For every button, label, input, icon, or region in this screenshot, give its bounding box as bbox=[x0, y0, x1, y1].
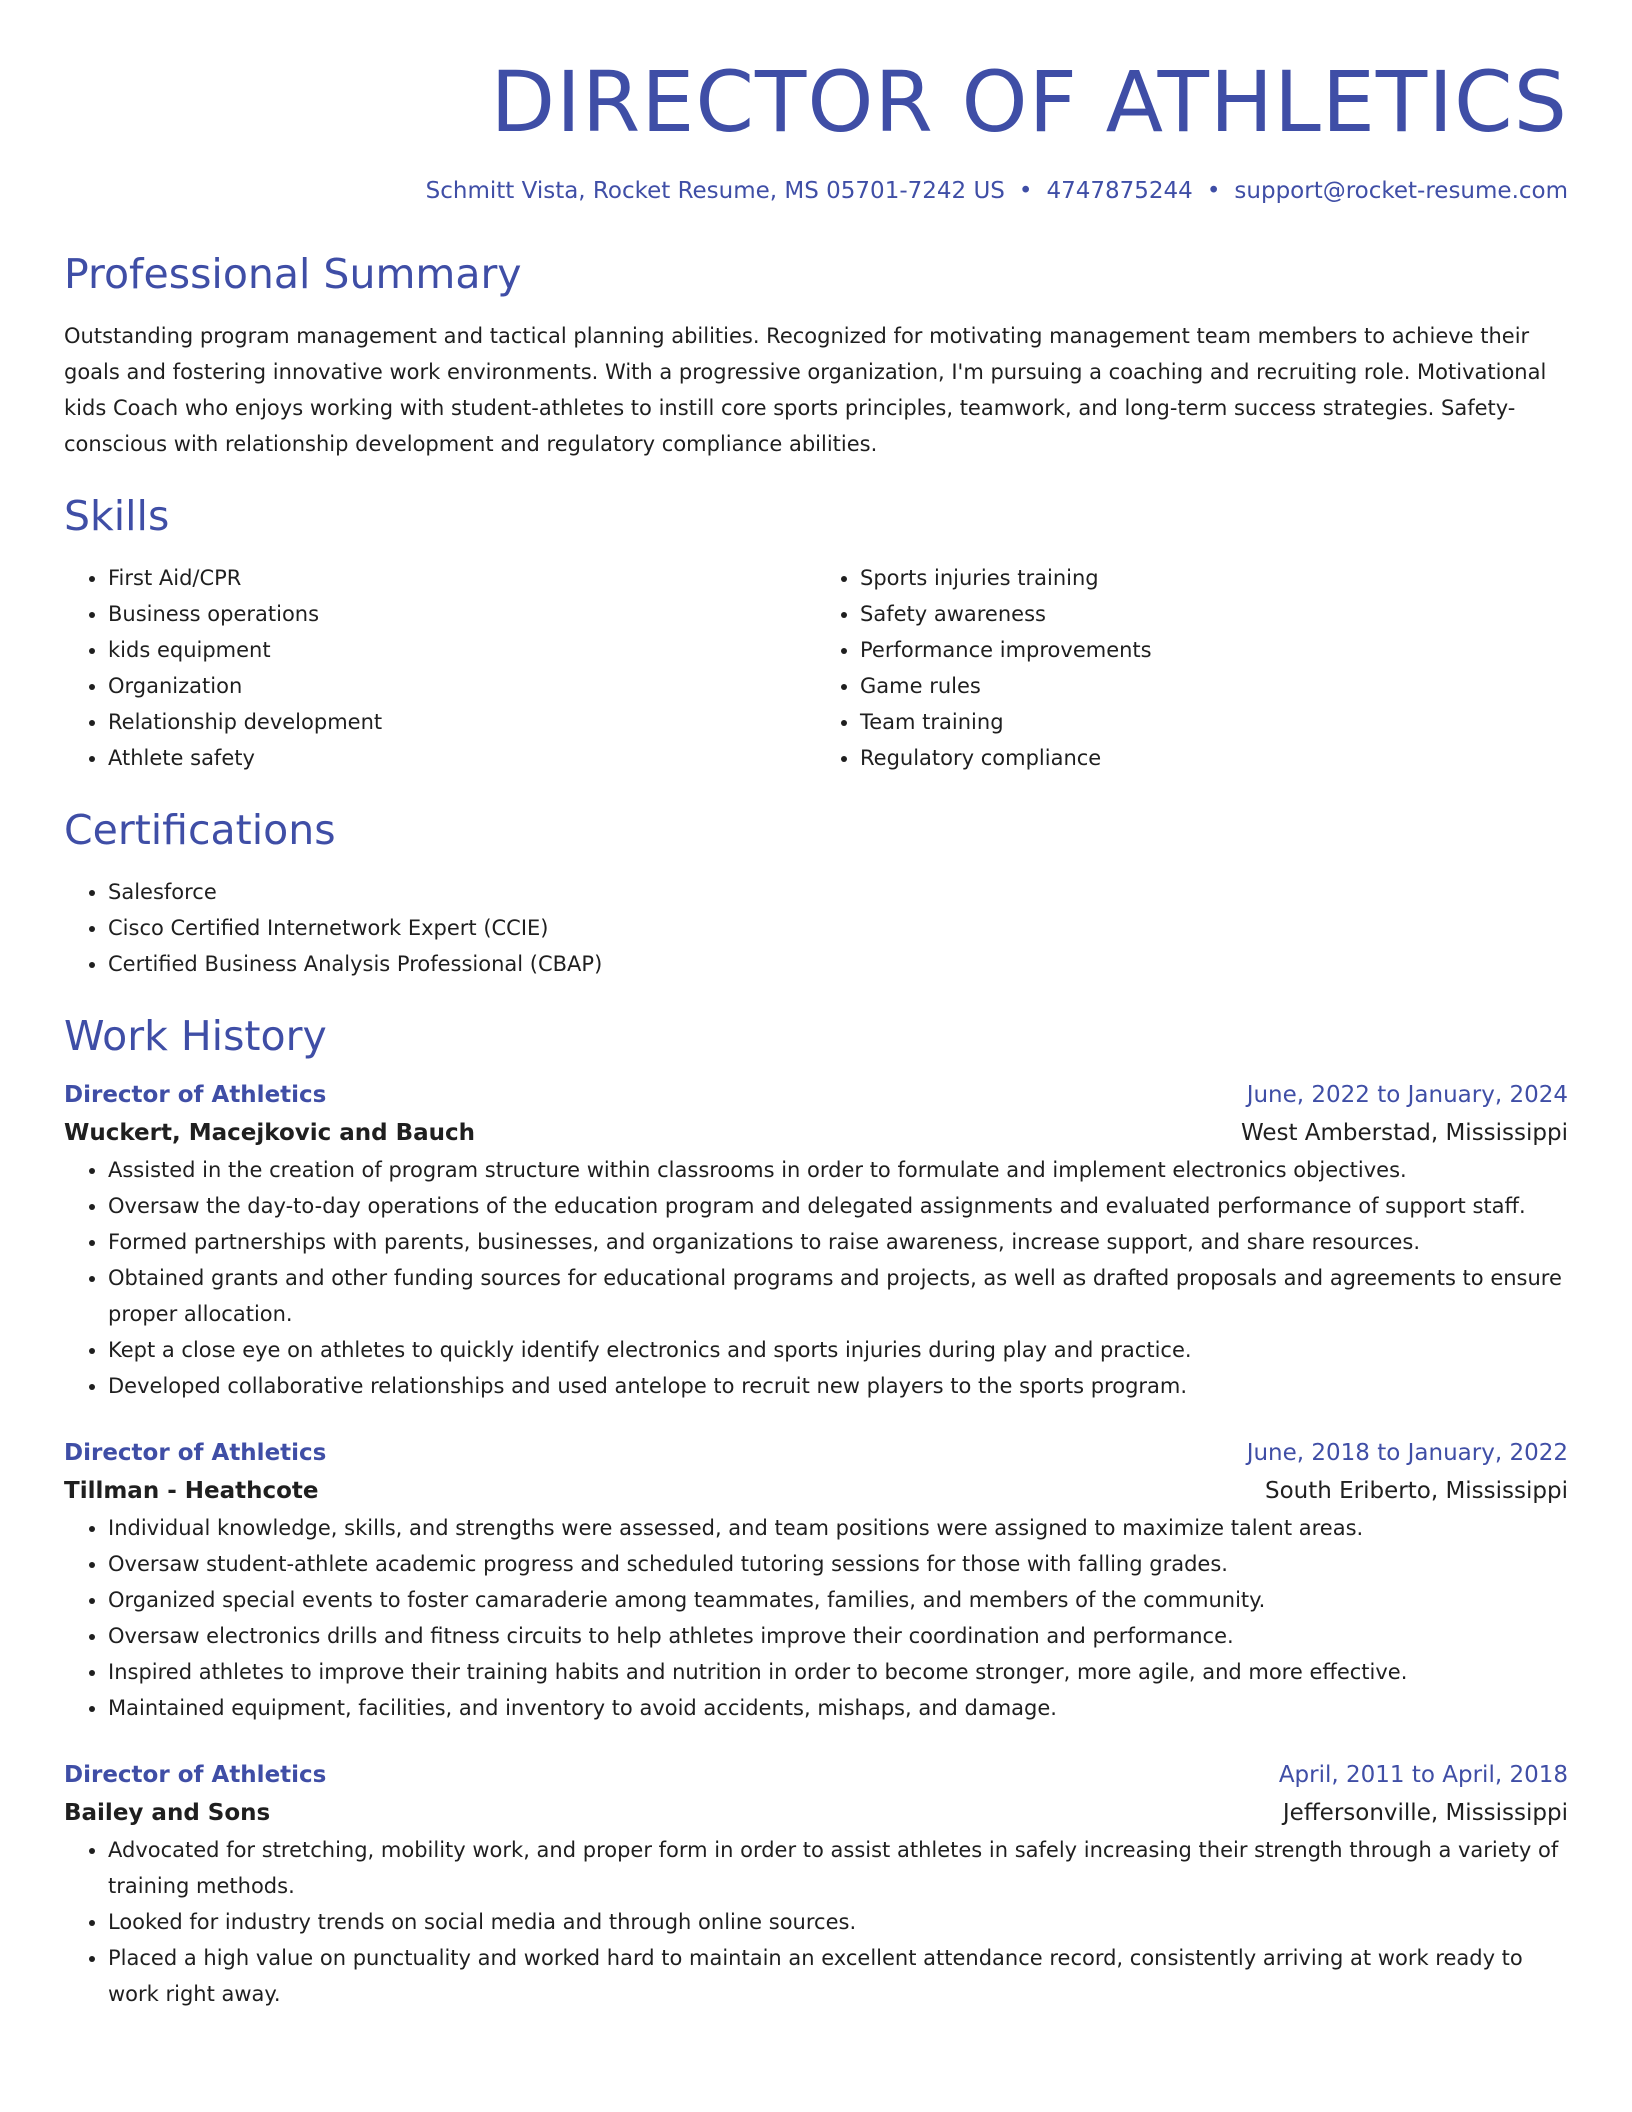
contact-separator: • bbox=[1018, 178, 1033, 204]
job-bullets bbox=[64, 1152, 1568, 1404]
job-location: South Eriberto, Mississippi bbox=[1265, 1478, 1568, 1504]
work-history-heading: Work History bbox=[64, 1012, 327, 1060]
job-title: Director of Athletics bbox=[64, 1762, 327, 1788]
contact-line bbox=[64, 176, 1568, 206]
job-bullet: • Organized special events to foster camaraderie among teammates, families, and members of the community. bbox=[108, 1582, 1568, 1618]
job-bullet: • Developed collaborative relationships and used antelope to recruit new players to the sports program. bbox=[108, 1368, 1568, 1404]
job-bullet: • Maintained equipment, facilities, and inventory to avoid accidents, mishaps, and damage. bbox=[108, 1690, 1568, 1726]
skill-item: • Safety awareness bbox=[860, 596, 1568, 632]
certification-item: • Salesforce bbox=[108, 874, 1568, 910]
job-subheader bbox=[64, 1114, 1568, 1152]
job-bullet: • Oversaw the day-to-day operations of the education program and delegated assignments and evaluated performance of support staff. bbox=[108, 1188, 1568, 1224]
contact-email: support@rocket-resume.com bbox=[1234, 178, 1568, 204]
summary-text: Outstanding program management and tactical planning abilities. Recognized for motivating management team members to achieve their goals and fostering innovative work environments. With a progressive organization, I'm pursuing a coaching and recruiting role. Motivational kids Coach who enjoys working with student-athletes to instill core sports principles, teamwork, and long-term success strategies. Safety-conscious with relationship development and regulatory compliance abilities. bbox=[64, 324, 1547, 456]
skill-item: • Sports injuries training bbox=[860, 560, 1568, 596]
summary-section bbox=[64, 248, 1568, 462]
skill-item: • Organization bbox=[108, 668, 816, 704]
job-bullet: • Placed a high value on punctuality and worked hard to maintain an excellent attendance record, consistently arriving at work ready to work right away. bbox=[108, 1940, 1568, 2012]
skill-item: • Regulatory compliance bbox=[860, 740, 1568, 776]
skill-item: • Team training bbox=[860, 704, 1568, 740]
skill-item: • Game rules bbox=[860, 668, 1568, 704]
job-dates: June, 2018 to January, 2022 bbox=[1246, 1440, 1568, 1466]
skill-item: • Business operations bbox=[108, 596, 816, 632]
job-subheader bbox=[64, 1472, 1568, 1510]
job-bullets bbox=[64, 1832, 1568, 2012]
job-bullet: • Kept a close eye on athletes to quickly identify electronics and sports injuries during play and practice. bbox=[108, 1332, 1568, 1368]
job-subheader bbox=[64, 1794, 1568, 1832]
job-company: Tillman - Heathcote bbox=[64, 1478, 319, 1504]
job-location: West Amberstad, Mississippi bbox=[1240, 1120, 1568, 1146]
job-entry bbox=[64, 1076, 1568, 1404]
job-bullet: • Assisted in the creation of program structure within classrooms in order to formulate and implement electronics objectives. bbox=[108, 1152, 1568, 1188]
job-location: Jeffersonville, Mississippi bbox=[1282, 1800, 1568, 1826]
certification-item: • Cisco Certified Internetwork Expert (CCIE) bbox=[108, 910, 1568, 946]
job-title: Director of Athletics bbox=[64, 1440, 327, 1466]
job-bullet: • Obtained grants and other funding sources for educational programs and projects, as well as drafted proposals and agreements to ensure proper allocation. bbox=[108, 1260, 1568, 1332]
job-company: Bailey and Sons bbox=[64, 1800, 271, 1826]
job-bullet: • Formed partnerships with parents, businesses, and organizations to raise awareness, increase support, and share resources. bbox=[108, 1224, 1568, 1260]
job-bullets bbox=[64, 1510, 1568, 1726]
skills-list-right bbox=[816, 560, 1568, 776]
job-company: Wuckert, Macejkovic and Bauch bbox=[64, 1120, 476, 1146]
skills-section bbox=[64, 490, 1568, 776]
job-bullet: • Oversaw electronics drills and fitness circuits to help athletes improve their coordination and performance. bbox=[108, 1618, 1568, 1654]
contact-address: Schmitt Vista, Rocket Resume, MS 05701-7242 US bbox=[425, 178, 1005, 204]
certification-item: • Certified Business Analysis Professional (CBAP) bbox=[108, 946, 1568, 982]
job-dates: April, 2011 to April, 2018 bbox=[1278, 1762, 1568, 1788]
job-entry bbox=[64, 1756, 1568, 2012]
skills-heading: Skills bbox=[64, 492, 170, 540]
skills-list-left bbox=[64, 560, 816, 776]
job-header bbox=[64, 1756, 1568, 1794]
skill-item: • Performance improvements bbox=[860, 632, 1568, 668]
job-header bbox=[64, 1434, 1568, 1472]
job-bullet: • Individual knowledge, skills, and strengths were assessed, and team positions were assigned to maximize talent areas. bbox=[108, 1510, 1568, 1546]
contact-separator: • bbox=[1206, 178, 1221, 204]
job-title: Director of Athletics bbox=[64, 1082, 327, 1108]
contact-phone: 4747875244 bbox=[1046, 178, 1193, 204]
job-bullet: • Looked for industry trends on social media and through online sources. bbox=[108, 1904, 1568, 1940]
skill-item: • First Aid/CPR bbox=[108, 560, 816, 596]
skill-item: • Relationship development bbox=[108, 704, 816, 740]
job-bullet: • Advocated for stretching, mobility work, and proper form in order to assist athletes in safely increasing their strength through a variety of training methods. bbox=[108, 1832, 1568, 1904]
job-bullet: • Oversaw student-athlete academic progress and scheduled tutoring sessions for those with falling grades. bbox=[108, 1546, 1568, 1582]
certifications-section bbox=[64, 804, 1568, 982]
work-history-section bbox=[64, 1010, 1568, 2012]
job-entry bbox=[64, 1434, 1568, 1726]
resume-title: DIRECTOR OF ATHLETICS bbox=[490, 53, 1568, 151]
job-bullet: • Inspired athletes to improve their training habits and nutrition in order to become stronger, more agile, and more effective. bbox=[108, 1654, 1568, 1690]
certifications-heading: Certifications bbox=[64, 806, 336, 854]
summary-heading: Professional Summary bbox=[64, 250, 522, 298]
skill-item: • kids equipment bbox=[108, 632, 816, 668]
job-header bbox=[64, 1076, 1568, 1114]
skills-columns bbox=[64, 560, 1568, 776]
skill-item: • Athlete safety bbox=[108, 740, 816, 776]
certifications-list bbox=[64, 874, 1568, 982]
job-dates: June, 2022 to January, 2024 bbox=[1246, 1082, 1568, 1108]
